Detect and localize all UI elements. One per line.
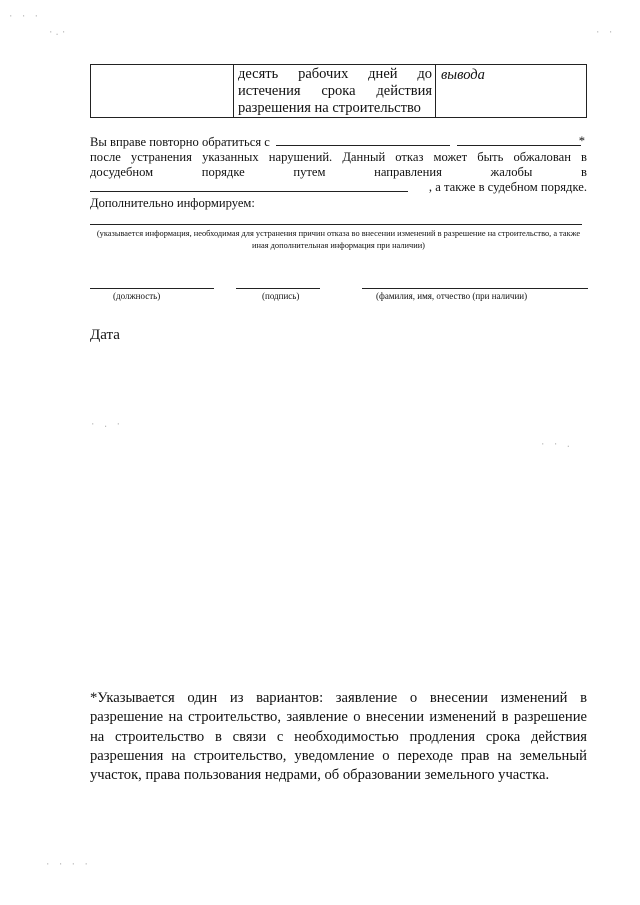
word: досудебном (90, 165, 154, 179)
scan-artifact: · · (595, 28, 615, 38)
table-cell-empty (91, 65, 234, 118)
word: направления (374, 165, 442, 179)
word: путем (293, 165, 326, 179)
name-line (362, 288, 588, 289)
position-line (90, 288, 214, 289)
resubmit-line-2-text: после устранения указанных нарушений. Данный отказ может быть обжалован в (90, 150, 587, 164)
resubmit-prefix: Вы вправе повторно обратиться с (90, 135, 270, 149)
word: порядке (201, 165, 245, 179)
resubmit-line-1 (90, 134, 587, 150)
resubmit-line-2 (90, 150, 587, 165)
resubmit-line-3 (90, 165, 587, 180)
blank-field-document-type (276, 134, 450, 146)
additional-info-label: Дополнительно информируем: (90, 196, 255, 210)
name-caption: (фамилия, имя, отчество (при наличии) (376, 291, 528, 301)
table-cell-deadline: десять рабочих дней до истечения срока действия разрешения на строительство (234, 65, 436, 118)
signature-caption: (подпись) (262, 291, 300, 301)
signature-line (236, 288, 320, 289)
word: в (581, 165, 587, 179)
scan-artifact: · · · · (45, 860, 90, 870)
footnote: *Указывается один из вариантов: заявление о внесении изменений в разрешение на строительство, заявление о внесении изменений в разрешение на строительство в связи с необходимостью продления срока действия разрешения на строительство, уведомление о переходе прав на земельный участок, права пользования недрами, об образовании земельного участка. (90, 690, 587, 784)
scan-artifact: · · · (8, 12, 41, 22)
resubmit-line-4 (90, 180, 587, 196)
scan-artifact: ·.· (48, 28, 68, 38)
decision-table-fragment (90, 64, 587, 118)
blank-field-document-type-2 (457, 134, 581, 146)
date-label: Дата (90, 327, 120, 343)
additional-info-hint: (указывается информация, необходимая для устранения причин отказа во внесении изменений в разрешение на строительство, а также иная дополнительная информация при наличии) (96, 229, 581, 250)
position-caption: (должность) (113, 291, 161, 301)
word: жалобы (490, 165, 533, 179)
additional-info-line (90, 224, 582, 225)
table-cell-stage: вывода (436, 65, 587, 118)
scan-artifact: · . · (90, 420, 123, 430)
resubmit-line-4-suffix: , а также в судебном порядке. (428, 180, 587, 194)
blank-field-appeal-body (90, 180, 408, 192)
footnote-asterisk: * (578, 134, 585, 148)
table-row (91, 65, 587, 118)
scan-artifact: · · . (540, 440, 573, 450)
